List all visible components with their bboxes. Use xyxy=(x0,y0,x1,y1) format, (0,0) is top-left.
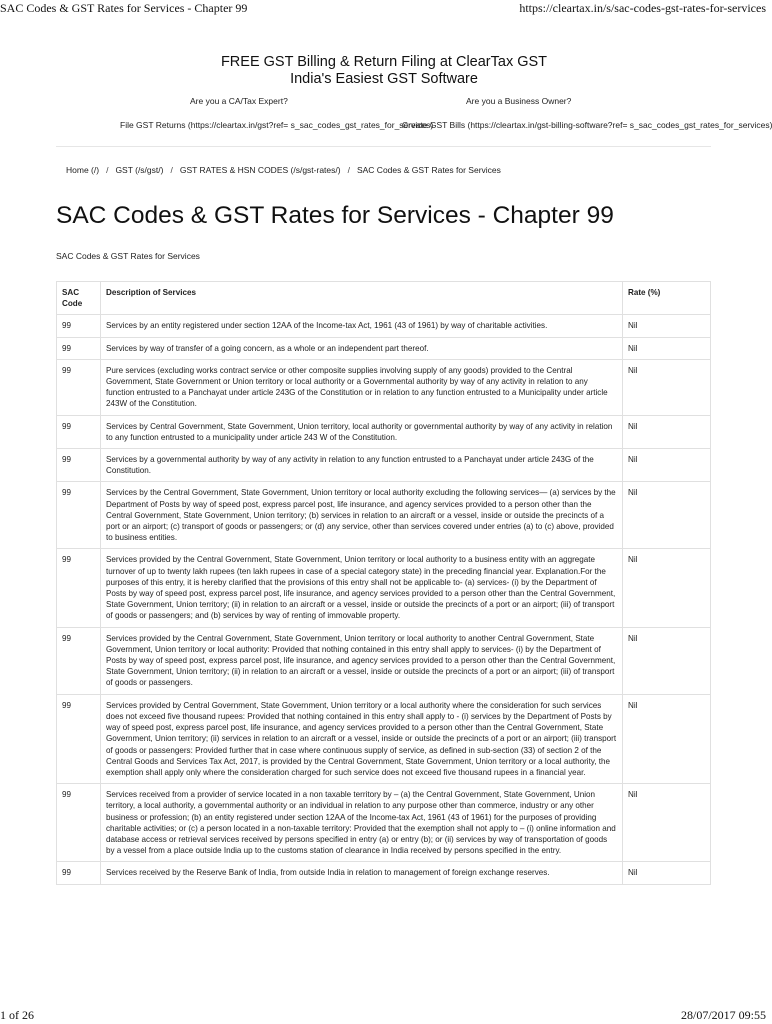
table-row xyxy=(57,694,711,783)
rate-cell: Nil xyxy=(623,359,711,415)
ca-question: Are you a CA/Tax Expert? xyxy=(190,96,288,106)
description-cell: Services received by the Reserve Bank of India, from outside India in relation to management of foreign exchange reserves. xyxy=(101,862,623,884)
table-row xyxy=(57,862,711,884)
rate-cell: Nil xyxy=(623,315,711,337)
sac-code-cell: 99 xyxy=(57,337,101,359)
breadcrumb-separator: / xyxy=(347,165,350,175)
page-subtitle: SAC Codes & GST Rates for Services xyxy=(56,251,200,261)
table-row xyxy=(57,627,711,694)
description-cell: Services provided by Central Government, State Government, Union territory or a local authority where the consideration for such services does not exceed five thousand rupees: Provided that nothing contained in this entry shall apply to - (i) services by the Department of Posts by way of speed post, express parcel post, life insurance, and agency services provided to a person other than the Central Government, State Government, Union territory; (ii) services in relation to an aircraft or a vessel, inside or outside the precincts of a port or an airport; (iii) transport of goods or passengers: Provided further that in case where continuous supply of service, as defined in sub-section (33) of section 2 of the Central Goods and Services Tax Act, 2017, is provided by the Central Government, State Government, Union territory or a local authority, the exemption shall apply only where the consideration charged for such service does not exceed five thousand rupees in a financial year. xyxy=(101,694,623,783)
header-description: Description of Services xyxy=(101,282,623,315)
breadcrumb-gst-rates[interactable]: GST RATES & HSN CODES (/s/gst-rates/) xyxy=(179,165,341,175)
breadcrumb-current: SAC Codes & GST Rates for Services xyxy=(356,165,501,175)
sac-code-cell: 99 xyxy=(57,359,101,415)
rate-cell: Nil xyxy=(623,415,711,448)
sac-code-cell: 99 xyxy=(57,784,101,862)
file-gst-returns-link[interactable]: File GST Returns (https://cleartax.in/gst?ref= s_sac_codes_gst_rates_for_services) xyxy=(120,120,434,130)
page-counter: 1 of 26 xyxy=(0,1008,34,1022)
banner-tagline: India's Easiest GST Software xyxy=(290,71,478,87)
table-row xyxy=(57,415,711,448)
breadcrumb-separator: / xyxy=(106,165,109,175)
table-row xyxy=(57,482,711,549)
header-rate: Rate (%) xyxy=(623,282,711,315)
table-row xyxy=(57,549,711,627)
rate-cell: Nil xyxy=(623,862,711,884)
print-header xyxy=(0,0,768,18)
breadcrumb-home[interactable]: Home (/) xyxy=(66,165,100,175)
rate-cell: Nil xyxy=(623,337,711,359)
breadcrumb-gst[interactable]: GST (/s/gst/) xyxy=(115,165,164,175)
description-cell: Services by the Central Government, State Government, Union territory or local authority excluding the following services— (a) services by the Department of Posts by way of speed post, express parcel post, life insurance, and agency services provided to a person other than the Central Government, State Government, Union territory; (b) services in relation to an aircraft or a vessel, inside or outside the precincts of a port or an airport; (c) transport of goods or passengers; or (d) any service, other than services covered under entries (a) to (c) above, provided to business entities. xyxy=(101,482,623,549)
sac-code-cell: 99 xyxy=(57,315,101,337)
description-cell: Services by a governmental authority by way of any activity in relation to any function entrusted to a Panchayat under article 243G of the Constitution. xyxy=(101,449,623,482)
banner-headline: FREE GST Billing & Return Filing at ClearTax GST xyxy=(220,54,548,70)
print-page-url: https://cleartax.in/s/sac-codes-gst-rates-for-services xyxy=(519,1,766,15)
description-cell: Services provided by the Central Government, State Government, Union territory or local authority to another Central Government, State Government, Union territory or local authority: Provided that nothing contained in this entry shall apply to services- (i) by the Department of Posts by way of speed post, express parcel post, life insurance, and agency services provided to a person other than the Central Government, State Government, Union territory; (ii) in relation to an aircraft or a vessel, inside or outside the precincts of a port or an airport; (iii) of transport of goods or passengers. xyxy=(101,627,623,694)
print-page-title: SAC Codes & GST Rates for Services - Chapter 99 xyxy=(0,1,248,15)
description-cell: Services by an entity registered under section 12AA of the Income-tax Act, 1961 (43 of 1961) by way of charitable activities. xyxy=(101,315,623,337)
table-row xyxy=(57,784,711,862)
description-cell: Services by Central Government, State Government, Union territory, local authority or governmental authority by way of any activity in relation to any function entrusted to a municipality under article 243 W of the Constitution. xyxy=(101,415,623,448)
description-cell: Services provided by the Central Government, State Government, Union territory or local authority to a business entity with an aggregate turnover of up to twenty lakh rupees (ten lakh rupees in case of a special category state) in the preceding financial year. Explanation.For the purposes of this entry, it is hereby clarified that the provisions of this entry shall not be applicable to- (a) services- (i) by the Department of Posts by way of speed post, express parcel post, life insurance, and agency services provided to a person other than the Central Government, State Government, Union territory; (ii) in relation to an aircraft or a vessel, inside or outside the precincts of a port or an airport; (iii) of transport of goods or passengers; and (b) services by way of renting of immovable property. xyxy=(101,549,623,627)
sac-code-cell: 99 xyxy=(57,627,101,694)
table-row xyxy=(57,315,711,337)
description-cell: Services received from a provider of service located in a non taxable territory by – (a) the Central Government, State Government, Union territory, a local authority, a governmental authority or an individual in relation to any purpose other than commerce, industry or any other business or profession; (b) an entity registered under section 12AA of the Income-tax Act, 1961 (43 of 1961) for the purposes of providing charitable activities; or (c) a person located in a non-taxable territory: Provided that the exemption shall not apply to – (i) online information and database access or retrieval services received by persons specified in entry (a) or entry (b); or (ii) services by way of transportation of goods by a vessel from a place outside India up to the customs station of clearance in India received by persons specified in the entry. xyxy=(101,784,623,862)
sac-code-cell: 99 xyxy=(57,862,101,884)
rate-cell: Nil xyxy=(623,449,711,482)
description-cell: Pure services (excluding works contract service or other composite supplies involving supply of any goods) provided to the Central Government, State Government or Union territory or local authority or a Governmental authority by way of any activity in relation to any function entrusted to a Panchayat under article 243G of the Constitution or in relation to any function entrusted to a Municipality under article 243W of the Constitution. xyxy=(101,359,623,415)
sac-code-cell: 99 xyxy=(57,549,101,627)
rate-cell: Nil xyxy=(623,627,711,694)
print-footer xyxy=(0,1004,768,1024)
cta-links xyxy=(120,120,772,130)
table-row xyxy=(57,337,711,359)
rate-cell: Nil xyxy=(623,784,711,862)
breadcrumb xyxy=(66,165,501,175)
sac-code-cell: 99 xyxy=(57,482,101,549)
breadcrumb-separator: / xyxy=(170,165,173,175)
promo-banner xyxy=(0,54,768,88)
print-datetime: 28/07/2017 09:55 xyxy=(680,1008,766,1022)
sac-code-cell: 99 xyxy=(57,415,101,448)
header-sac-code: SAC Code xyxy=(57,282,101,315)
create-gst-bills-link[interactable]: Create GST Bills (https://cleartax.in/gst-billing-software?ref= s_sac_codes_gst_rates_for_services) xyxy=(402,120,772,130)
rate-cell: Nil xyxy=(623,482,711,549)
table-row xyxy=(57,359,711,415)
business-question: Are you a Business Owner? xyxy=(466,96,572,106)
rate-cell: Nil xyxy=(623,549,711,627)
page-title: SAC Codes & GST Rates for Services - Chapter 99 xyxy=(56,202,614,229)
description-cell: Services by way of transfer of a going concern, as a whole or an independent part thereof. xyxy=(101,337,623,359)
sac-code-cell: 99 xyxy=(57,449,101,482)
sac-code-cell: 99 xyxy=(57,694,101,783)
rate-cell: Nil xyxy=(623,694,711,783)
header-divider xyxy=(56,146,711,147)
table-header-row xyxy=(57,282,711,315)
sac-rates-table xyxy=(56,281,711,885)
table-row xyxy=(57,449,711,482)
